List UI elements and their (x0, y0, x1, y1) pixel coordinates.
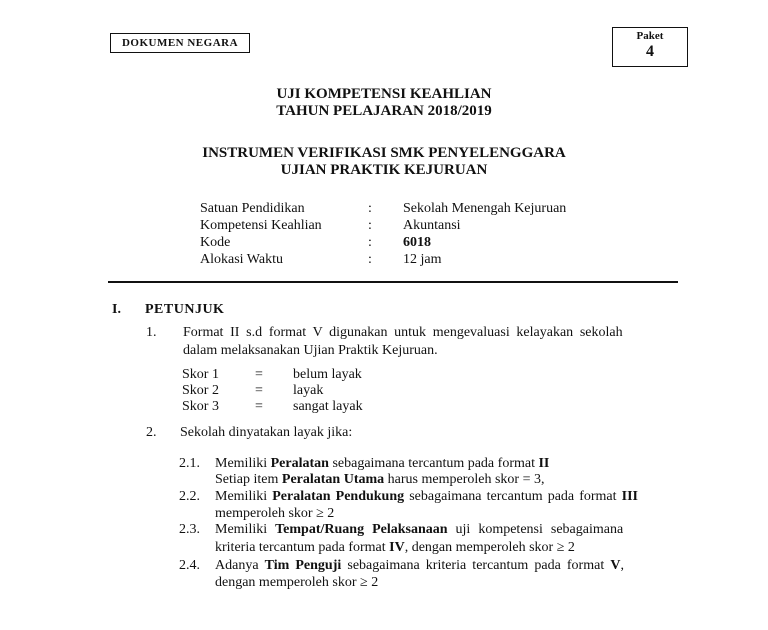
sub-item-2-3-line2 (215, 540, 575, 556)
text-segment: sebagaimana tercantum pada format (328, 456, 539, 471)
info-colon: : (368, 201, 372, 216)
title-line-3: INSTRUMEN VERIFIKASI SMK PENYELENGGARA (202, 145, 566, 161)
sub-item-2-1-line2 (215, 472, 544, 488)
doc-label-text: DOKUMEN NEGARA (121, 37, 239, 49)
item1-line2: dalam melaksanakan Ujian Praktik Kejuruan. (183, 343, 438, 358)
info-colon: : (368, 218, 372, 233)
text-bold: Peralatan Pendukung (272, 489, 405, 504)
sub-item-number: 2.4. (179, 558, 200, 573)
text-segment: , (620, 558, 624, 573)
sub-item-2-4-line1 (215, 558, 624, 574)
sub-item-number: 2.3. (179, 522, 200, 537)
info-value: 12 jam (403, 252, 442, 267)
text-bold: II (538, 456, 550, 471)
text-segment: sebagaimana kriteria tercantum pada format (341, 558, 611, 573)
info-label: Alokasi Waktu (200, 252, 283, 267)
text-segment: sebagaimana tercantum pada format (404, 489, 622, 504)
text-segment: Setiap item (215, 472, 282, 487)
text-bold: Tim Penguji (264, 558, 342, 573)
info-colon: : (368, 252, 372, 267)
sub-item-2-2-line1 (215, 489, 638, 505)
paket-box (612, 27, 688, 67)
info-label: Kode (200, 235, 231, 250)
text-segment: , dengan memperoleh skor ≥ 2 (404, 540, 575, 555)
title-line-2: TAHUN PELAJARAN 2018/2019 (276, 103, 492, 119)
title-line-4: UJIAN PRAKTIK KEJURUAN (280, 162, 488, 178)
text-bold: III (621, 489, 638, 504)
score-equals: = (255, 383, 263, 398)
item2-text: Sekolah dinyatakan layak jika: (180, 425, 353, 440)
text-bold: Peralatan Utama (281, 472, 385, 487)
info-label: Satuan Pendidikan (200, 201, 305, 216)
text-segment: Memiliki (215, 456, 271, 471)
score-equals: = (255, 367, 263, 382)
sub-item-number: 2.1. (179, 456, 200, 471)
score-label: Skor 1 (182, 367, 219, 382)
info-value: 6018 (403, 235, 431, 250)
sub-item-2-1-line1 (215, 456, 549, 472)
divider (108, 281, 678, 283)
text-bold: Peralatan (270, 456, 329, 471)
text-bold: Tempat/Ruang Pelaksanaan (275, 522, 448, 537)
text-segment: harus memperoleh skor = 3, (384, 472, 545, 487)
document-classification-label (110, 33, 250, 53)
info-label: Kompetensi Keahlian (200, 218, 322, 233)
score-value: sangat layak (293, 399, 363, 414)
text-segment: kriteria tercantum pada format (215, 540, 390, 555)
text-segment: Memiliki (215, 522, 276, 537)
item-number: 1. (146, 325, 157, 340)
text-segment: uji kompetensi sebagaimana (447, 522, 624, 537)
text-bold: IV (389, 540, 405, 555)
paket-label: Paket (636, 30, 664, 42)
item1-line1: Format II s.d format V digunakan untuk mengevaluasi kelayakan sekolah (183, 325, 623, 340)
sub-item-2-2-line2: memperoleh skor ≥ 2 (215, 506, 335, 521)
text-segment: Memiliki (215, 489, 273, 504)
score-label: Skor 2 (182, 383, 219, 398)
info-colon: : (368, 235, 372, 250)
sub-item-2-3-line1 (215, 522, 623, 538)
score-value: belum layak (293, 367, 362, 382)
title-line-1: UJI KOMPETENSI KEAHLIAN (276, 86, 492, 102)
paket-number: 4 (646, 43, 654, 60)
score-label: Skor 3 (182, 399, 219, 414)
info-value: Sekolah Menengah Kejuruan (403, 201, 567, 216)
section-number: I. (112, 302, 121, 317)
section-title: PETUNJUK (145, 302, 225, 317)
sub-item-number: 2.2. (179, 489, 200, 504)
score-equals: = (255, 399, 263, 414)
info-value: Akuntansi (403, 218, 461, 233)
sub-item-2-4-line2: dengan memperoleh skor ≥ 2 (215, 575, 379, 590)
text-bold: V (610, 558, 621, 573)
score-value: layak (293, 383, 324, 398)
item-number: 2. (146, 425, 157, 440)
text-segment: Adanya (215, 558, 265, 573)
